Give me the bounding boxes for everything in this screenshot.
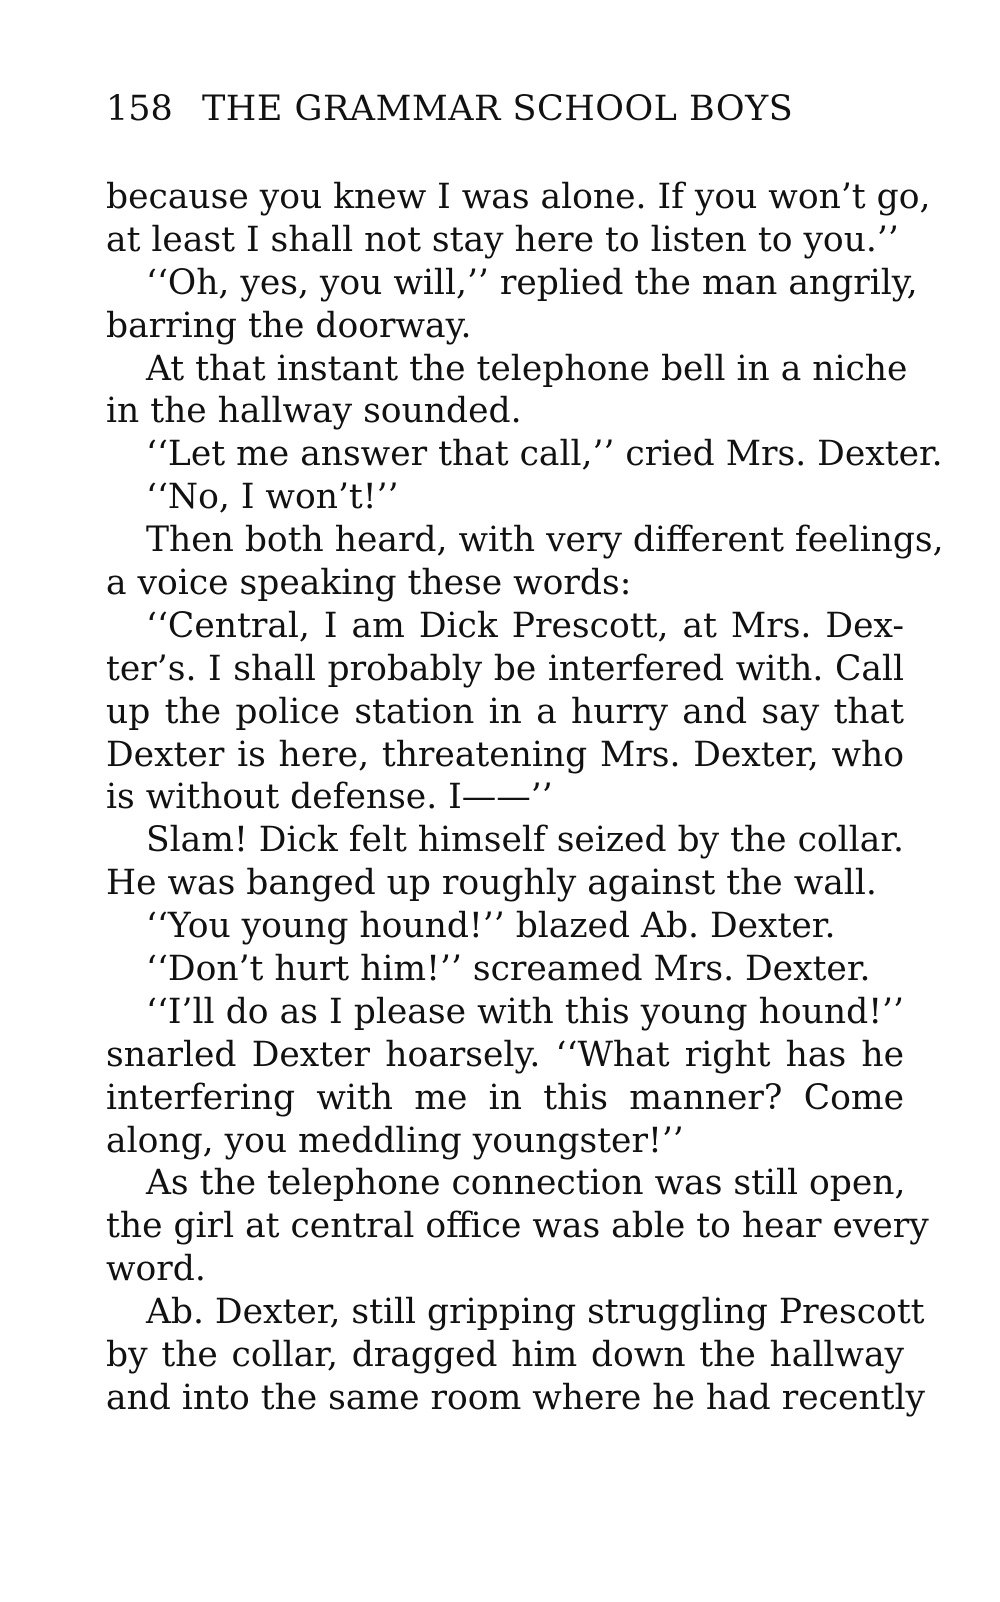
- text-line: because you knew I was alone. If you won’t go,: [106, 177, 931, 217]
- text-line: ‘‘I’ll do as I please with this young hound!’’: [146, 991, 904, 1032]
- text-line: Slam! Dick felt himself seized by the collar.: [146, 820, 904, 861]
- text-line: the girl at central office was able to hear every: [106, 1206, 929, 1247]
- text-line: ‘‘Don’t hurt him!’’ screamed Mrs. Dexter.: [146, 949, 871, 990]
- text-line: is without defense. I——’’: [106, 777, 553, 818]
- page-number: 158: [106, 89, 173, 129]
- text-line: word.: [106, 1249, 206, 1290]
- text-line: barring the doorway.: [106, 305, 472, 346]
- text-line: in the hallway sounded.: [106, 391, 522, 432]
- text-line: Ab. Dexter, still gripping struggling Prescott: [146, 1292, 925, 1333]
- body-text: [106, 176, 944, 1420]
- text-line: ter’s. I shall probably be interfered with. Call: [106, 648, 904, 689]
- text-line: up the police station in a hurry and say that: [106, 691, 904, 732]
- text-line: snarled Dexter hoarsely. ‘‘What right has he: [106, 1034, 904, 1075]
- text-line: ‘‘Oh, yes, you will,’’ replied the man angrily,: [146, 262, 918, 303]
- text-line: As the telephone connection was still open,: [146, 1163, 906, 1204]
- text-line: along, you meddling youngster!’’: [106, 1120, 684, 1161]
- text-line: by the collar, dragged him down the hallway: [106, 1335, 904, 1376]
- text-line: at least I shall not stay here to listen to you.’’: [106, 219, 899, 260]
- text-line: a voice speaking these words:: [106, 563, 632, 604]
- text-line: ‘‘You young hound!’’ blazed Ab. Dexter.: [146, 906, 836, 947]
- text-line: Dexter is here, threatening Mrs. Dexter, who: [106, 734, 904, 775]
- text-line: Then both heard, with very different feelings,: [146, 520, 944, 561]
- text-line: ‘‘Let me answer that call,’’ cried Mrs. Dexter.: [146, 434, 943, 475]
- page-header: [106, 84, 906, 134]
- text-line: ‘‘Central, I am Dick Prescott, at Mrs. Dex-: [146, 605, 904, 646]
- text-line: At that instant the telephone bell in a niche: [146, 348, 908, 389]
- text-line: interfering with me in this manner? Come: [106, 1077, 904, 1118]
- running-title: THE GRAMMAR SCHOOL BOYS: [201, 89, 794, 129]
- text-line: ‘‘No, I won’t!’’: [146, 477, 399, 518]
- text-line: He was banged up roughly against the wall.: [106, 863, 877, 904]
- text-line: and into the same room where he had recently: [106, 1377, 925, 1418]
